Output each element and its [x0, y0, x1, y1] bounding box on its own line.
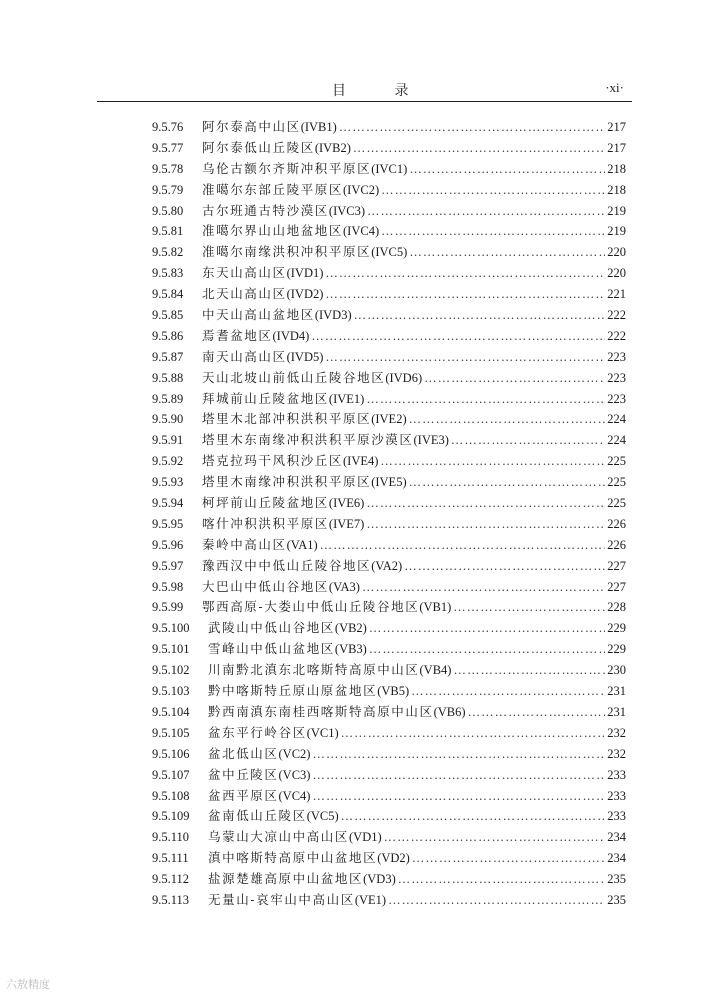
toc-entry-number: 9.5.102 — [152, 663, 190, 678]
toc-leader-dots — [404, 556, 605, 577]
toc-entry[interactable] — [152, 681, 626, 702]
toc-entry-title: 盆南低山丘陵区 — [208, 808, 307, 824]
header-rule — [97, 101, 632, 102]
toc-entry-title: 乌蒙山大凉山中高山区 — [208, 829, 350, 845]
toc-entry[interactable] — [152, 368, 626, 389]
toc-entry[interactable] — [152, 577, 626, 598]
header-page-number: ·xi· — [605, 80, 624, 95]
toc-leader-dots — [453, 660, 605, 681]
toc-entry-number: 9.5.99 — [152, 600, 184, 615]
toc-leader-dots — [384, 827, 606, 848]
toc-entry-code: (VC5) — [306, 809, 339, 824]
toc-entry-code: (IVC1) — [371, 161, 408, 176]
toc-entry-number: 9.5.90 — [152, 412, 184, 427]
toc-entry-number: 9.5.108 — [152, 788, 190, 803]
toc-entry-title: 塔克拉玛干风积沙丘区 — [202, 453, 344, 469]
toc-entry-number: 9.5.76 — [152, 120, 184, 134]
toc-entry-title-group — [202, 451, 378, 472]
toc-entry-title: 川南黔北滇东北喀斯特高原中山区 — [208, 662, 420, 678]
toc-entry-code: (IVD1) — [286, 266, 324, 281]
toc-entry-title: 柯坪前山丘陵盆地区 — [202, 495, 329, 511]
toc-entry-page: 219 — [607, 224, 626, 239]
toc-entry-title-group — [202, 117, 337, 138]
toc-entry-page: 225 — [607, 496, 626, 511]
toc-entry-title: 武陵山中低山谷地区 — [208, 620, 335, 636]
toc-entry-title-group — [202, 577, 360, 598]
toc-entry[interactable] — [152, 806, 626, 827]
toc-entry-title-group — [202, 409, 407, 430]
toc-entry-title: 大巴山中低山谷地区 — [202, 578, 329, 594]
toc-entry[interactable] — [152, 159, 626, 180]
toc-leader-dots — [424, 368, 605, 389]
toc-entry-page: 230 — [607, 663, 626, 678]
toc-leader-dots — [367, 201, 605, 222]
toc-entry-title-group — [202, 242, 407, 263]
toc-entry-code: (IVC3) — [328, 203, 366, 218]
toc-entry-page: 233 — [607, 767, 626, 782]
toc-entry-title-group — [208, 723, 339, 744]
toc-entry-number: 9.5.91 — [152, 433, 184, 448]
toc-entry[interactable] — [152, 597, 626, 618]
toc-entry-page: 218 — [607, 182, 626, 197]
toc-entry-title: 雪峰山中低山盆地区 — [208, 641, 335, 657]
toc-entry[interactable] — [152, 326, 626, 347]
toc-leader-dots — [369, 639, 605, 660]
toc-entry[interactable] — [152, 430, 626, 451]
toc-entry-code: (VC4) — [278, 788, 311, 803]
toc-entry-title-group — [202, 326, 309, 347]
toc-entry-page: 223 — [607, 391, 626, 406]
toc-entry[interactable] — [152, 639, 626, 660]
toc-entry-code: (VB6) — [433, 704, 466, 719]
toc-leader-dots — [409, 242, 605, 263]
toc-entry[interactable] — [152, 472, 626, 493]
toc-entry[interactable] — [152, 786, 626, 807]
toc-entry[interactable] — [152, 890, 626, 911]
toc-entry-title-group — [202, 597, 451, 618]
toc-entry-page: 219 — [607, 203, 626, 218]
toc-entry[interactable] — [152, 347, 626, 368]
toc-entry-title: 鄂西高原-大娄山中低山丘陵谷地区 — [202, 599, 420, 615]
toc-leader-dots — [409, 472, 606, 493]
toc-entry-page: 232 — [607, 725, 626, 740]
toc-entry-title-group — [202, 201, 365, 222]
watermark: 六敖精度 — [6, 978, 50, 991]
toc-entry-code: (VB3) — [334, 642, 367, 657]
toc-entry-code: (VC3) — [278, 767, 311, 782]
toc-entry-title-group — [202, 389, 364, 410]
toc-entry[interactable] — [152, 201, 626, 222]
toc-leader-dots — [311, 326, 605, 347]
toc-entry-page: 235 — [607, 872, 626, 887]
toc-leader-dots — [369, 618, 605, 639]
toc-entry-title: 中天山高山盆地区 — [202, 307, 315, 323]
toc-entry-page: 222 — [607, 328, 626, 343]
toc-entry-code: (IVE1) — [328, 391, 365, 406]
toc-entry-number: 9.5.113 — [152, 892, 190, 907]
toc-entry-code: (IVB1) — [300, 120, 337, 134]
toc-entry-number: 9.5.101 — [152, 642, 190, 657]
toc-entry-title-group — [202, 493, 364, 514]
toc-entry-number: 9.5.109 — [152, 809, 190, 824]
toc-entry-title-group — [208, 786, 310, 807]
toc-entry[interactable] — [152, 221, 626, 242]
toc-entry-page: 217 — [607, 140, 626, 155]
toc-entry-title-group — [208, 890, 386, 911]
toc-entry[interactable] — [152, 305, 626, 326]
toc-entry-title-group — [208, 869, 396, 890]
toc-entry[interactable] — [152, 827, 626, 848]
toc-entry-code: (IVE6) — [328, 496, 365, 511]
toc-entry-code: (IVB2) — [314, 140, 351, 155]
toc-entry[interactable] — [152, 535, 626, 556]
toc-entry-page: 232 — [607, 746, 626, 761]
toc-entry-title: 喀什冲积洪积平原区 — [202, 515, 329, 531]
toc-entry-page: 225 — [607, 475, 626, 490]
toc-entry-number: 9.5.78 — [152, 161, 184, 176]
toc-entry-page: 231 — [607, 704, 626, 719]
toc-entry-code: (VA2) — [371, 558, 403, 573]
toc-entry-code: (VC2) — [278, 746, 311, 761]
toc-entry-number: 9.5.83 — [152, 266, 184, 281]
toc-entry-code: (IVD3) — [314, 308, 352, 323]
toc-entry-code: (IVE7) — [328, 516, 365, 531]
toc-entry-page: 233 — [607, 809, 626, 824]
toc-leader-dots — [381, 221, 605, 242]
toc-entry-number: 9.5.81 — [152, 224, 184, 239]
toc-leader-dots — [388, 890, 605, 911]
toc-entry-title-group — [208, 744, 310, 765]
toc-entry-title: 盆北低山区 — [208, 745, 279, 761]
toc-leader-dots — [341, 723, 606, 744]
toc-entry-number: 9.5.95 — [152, 516, 184, 531]
toc-leader-dots — [353, 138, 605, 159]
toc-entry[interactable] — [152, 284, 626, 305]
toc-entry-number: 9.5.100 — [152, 621, 190, 636]
toc-entry-number: 9.5.86 — [152, 328, 184, 343]
toc-entry[interactable] — [152, 869, 626, 890]
toc-leader-dots — [312, 765, 605, 786]
toc-entry-code: (IVD4) — [272, 328, 310, 343]
toc-entry-number: 9.5.94 — [152, 496, 184, 511]
toc-entry-title: 盆东平行岭谷区 — [208, 724, 307, 740]
toc-entry-page: 227 — [607, 558, 626, 573]
toc-entry-title-group — [208, 765, 310, 786]
toc-entry-title-group — [202, 556, 402, 577]
toc-entry-title: 豫西汉中中低山丘陵谷地区 — [202, 557, 372, 573]
toc-entry-number: 9.5.105 — [152, 725, 190, 740]
toc-entry-page: 235 — [607, 892, 626, 907]
toc-entry-title-group — [202, 180, 379, 201]
toc-entry-code: (IVE2) — [371, 412, 407, 427]
toc-entry-code: (VB2) — [334, 621, 367, 636]
toc-entry-title: 准噶尔东部丘陵平原区 — [202, 181, 344, 197]
toc-entry-number: 9.5.111 — [152, 851, 189, 866]
toc-entry-page: 231 — [607, 684, 626, 699]
toc-leader-dots — [339, 117, 605, 138]
toc-leader-dots — [354, 305, 606, 326]
toc-entry[interactable] — [152, 409, 626, 430]
toc-leader-dots — [451, 430, 605, 451]
toc-entry-title-group — [202, 138, 351, 159]
toc-entry-title-group — [208, 618, 367, 639]
toc-entry-code: (IVC2) — [343, 182, 380, 197]
toc-entry-page: 226 — [607, 537, 626, 552]
toc-leader-dots — [468, 702, 606, 723]
toc-entry-title-group — [202, 472, 407, 493]
toc-entry-number: 9.5.112 — [152, 872, 190, 887]
toc-entry-title: 拜城前山丘陵盆地区 — [202, 390, 329, 406]
header-title: 目 录 — [332, 83, 431, 99]
toc-entry-title-group — [208, 806, 339, 827]
toc-entry-title-group — [202, 284, 323, 305]
toc-leader-dots — [362, 577, 605, 598]
toc-entry-title: 无量山-哀牢山中高山区 — [208, 891, 355, 907]
toc-entry-title: 南天山高山区 — [202, 348, 287, 364]
toc-entry-page: 220 — [607, 266, 626, 281]
toc-entry-title: 东天山高山区 — [202, 265, 287, 281]
toc-entry-page: 233 — [607, 788, 626, 803]
toc-entry-number: 9.5.77 — [152, 140, 184, 155]
toc-entry-title-group — [202, 159, 407, 180]
toc-entry-code: (VD1) — [349, 830, 382, 845]
toc-entry-number: 9.5.107 — [152, 767, 190, 782]
toc-leader-dots — [325, 347, 605, 368]
toc-entry-page: 225 — [607, 454, 626, 469]
toc-entry-code: (VB1) — [419, 600, 452, 615]
toc-entry-code: (VD2) — [377, 851, 410, 866]
toc-leader-dots — [380, 451, 605, 472]
toc-entry[interactable] — [152, 451, 626, 472]
toc-entry-title-group — [208, 848, 410, 869]
toc-entry-code: (VA1) — [286, 537, 318, 552]
toc-entry-number: 9.5.92 — [152, 454, 184, 469]
toc-entry-page: 222 — [607, 308, 626, 323]
toc-entry-code: (IVC5) — [371, 245, 408, 260]
toc-leader-dots — [381, 180, 605, 201]
toc-entry-page: 224 — [607, 412, 626, 427]
toc-entry-title-group — [202, 263, 323, 284]
toc-entry-number: 9.5.84 — [152, 287, 184, 302]
toc-leader-dots — [398, 869, 606, 890]
toc-entry-number: 9.5.96 — [152, 537, 184, 552]
toc-entry-page: 221 — [607, 287, 626, 302]
toc-entry-number: 9.5.85 — [152, 308, 184, 323]
toc-entry-code: (IVE5) — [371, 475, 407, 490]
toc-entry-number: 9.5.103 — [152, 684, 190, 699]
toc-entry-code: (IVD6) — [385, 370, 423, 385]
toc-entry-number: 9.5.98 — [152, 579, 184, 594]
toc-entry[interactable] — [152, 618, 626, 639]
toc-entry-number: 9.5.87 — [152, 349, 184, 364]
toc-entry-number: 9.5.79 — [152, 182, 184, 197]
toc-entry-code: (VD3) — [363, 872, 396, 887]
table-of-contents — [152, 117, 626, 911]
toc-entry-page: 217 — [607, 120, 626, 134]
toc-entry-number: 9.5.110 — [152, 830, 190, 845]
toc-leader-dots — [411, 681, 605, 702]
running-header — [97, 76, 632, 100]
toc-entry-title-group — [208, 639, 367, 660]
toc-entry-title-group — [202, 347, 323, 368]
toc-entry-code: (VB5) — [377, 684, 410, 699]
toc-entry-code: (VB4) — [419, 663, 452, 678]
toc-leader-dots — [412, 848, 605, 869]
toc-entry-title: 滇中喀斯特高原中山盆地区 — [208, 850, 378, 866]
toc-leader-dots — [453, 597, 605, 618]
toc-entry-number: 9.5.88 — [152, 370, 184, 385]
toc-entry-title: 乌伦古额尔齐斯冲积平原区 — [202, 160, 372, 176]
toc-entry-title-group — [202, 221, 379, 242]
toc-entry[interactable] — [152, 138, 626, 159]
toc-entry-title: 焉耆盆地区 — [202, 327, 273, 343]
toc-entry-title: 秦岭中高山区 — [202, 536, 287, 552]
toc-entry-number: 9.5.93 — [152, 475, 184, 490]
toc-leader-dots — [409, 159, 605, 180]
toc-entry-number: 9.5.89 — [152, 391, 184, 406]
toc-entry-code: (IVD2) — [286, 287, 324, 302]
toc-leader-dots — [312, 786, 605, 807]
toc-entry-code: (IVC4) — [343, 224, 380, 239]
toc-leader-dots — [366, 493, 605, 514]
toc-entry-page: 220 — [607, 245, 626, 260]
toc-entry-code: (IVE4) — [343, 454, 379, 469]
toc-entry-title-group — [202, 430, 449, 451]
toc-leader-dots — [341, 806, 606, 827]
toc-leader-dots — [366, 514, 605, 535]
toc-entry[interactable] — [152, 556, 626, 577]
toc-leader-dots — [325, 284, 605, 305]
toc-leader-dots — [325, 263, 605, 284]
toc-entry[interactable] — [152, 389, 626, 410]
toc-entry-number: 9.5.82 — [152, 245, 184, 260]
toc-entry-page: 223 — [607, 349, 626, 364]
toc-entry-number: 9.5.80 — [152, 203, 184, 218]
toc-entry-title: 古尔班通古特沙漠区 — [202, 202, 329, 218]
toc-entry[interactable] — [152, 514, 626, 535]
toc-entry-title: 北天山高山区 — [202, 286, 287, 302]
toc-entry-title: 盆西平原区 — [208, 787, 279, 803]
toc-entry-title: 塔里木北部冲积洪积平原区 — [202, 411, 372, 427]
toc-entry-title-group — [208, 660, 451, 681]
toc-leader-dots — [312, 744, 605, 765]
toc-entry[interactable] — [152, 242, 626, 263]
toc-entry-code: (VA3) — [328, 579, 360, 594]
toc-entry-title: 阿尔泰高中山区 — [202, 119, 301, 134]
toc-leader-dots — [409, 409, 606, 430]
toc-entry-code: (VE1) — [354, 892, 387, 907]
toc-entry-page: 227 — [607, 579, 626, 594]
toc-entry[interactable] — [152, 702, 626, 723]
toc-entry-number: 9.5.97 — [152, 558, 184, 573]
toc-entry-page: 223 — [607, 370, 626, 385]
toc-entry-code: (IVE3) — [413, 433, 449, 448]
toc-entry[interactable] — [152, 263, 626, 284]
toc-entry-title: 塔里木东南缘冲积洪积平原沙漠区 — [202, 432, 414, 448]
toc-entry-title-group — [202, 514, 364, 535]
toc-entry-title: 准噶尔界山山地盆地区 — [202, 223, 344, 239]
toc-entry-title: 塔里木南缘冲积洪积平原区 — [202, 474, 372, 490]
toc-entry-title: 准噶尔南缘洪积冲积平原区 — [202, 244, 372, 260]
toc-entry-title-group — [208, 827, 382, 848]
toc-entry-title: 盆中丘陵区 — [208, 766, 279, 782]
toc-entry[interactable] — [152, 117, 626, 138]
toc-entry[interactable] — [152, 660, 626, 681]
toc-entry-code: (IVD5) — [286, 349, 324, 364]
toc-entry[interactable] — [152, 744, 626, 765]
toc-entry[interactable] — [152, 180, 626, 201]
toc-entry-title-group — [202, 368, 422, 389]
toc-entry-page: 229 — [607, 621, 626, 636]
toc-entry-number: 9.5.106 — [152, 746, 190, 761]
toc-entry-page: 229 — [607, 642, 626, 657]
toc-entry-page: 224 — [607, 433, 626, 448]
toc-entry-title: 天山北坡山前低山丘陵谷地区 — [202, 369, 386, 385]
toc-entry-page: 228 — [607, 600, 626, 615]
toc-entry[interactable] — [152, 493, 626, 514]
toc-entry[interactable] — [152, 723, 626, 744]
toc-entry-title-group — [208, 681, 409, 702]
toc-entry-page: 234 — [607, 851, 626, 866]
toc-entry-title-group — [202, 535, 318, 556]
toc-entry-title: 阿尔泰低山丘陵区 — [202, 139, 315, 155]
toc-entry-page: 234 — [607, 830, 626, 845]
toc-entry-code: (VC1) — [306, 725, 339, 740]
toc-entry-page: 226 — [607, 516, 626, 531]
toc-entry-title-group — [202, 305, 352, 326]
toc-entry[interactable] — [152, 848, 626, 869]
toc-leader-dots — [366, 389, 605, 410]
toc-entry-title: 黔中喀斯特丘原山原盆地区 — [208, 683, 378, 699]
toc-entry-number: 9.5.104 — [152, 704, 190, 719]
toc-entry-page: 218 — [607, 161, 626, 176]
toc-entry-title: 盐源楚雄高原中山盆地区 — [208, 871, 364, 887]
toc-entry-title: 黔西南滇东南桂西喀斯特高原中山区 — [208, 703, 434, 719]
toc-entry-title-group — [208, 702, 466, 723]
toc-entry[interactable] — [152, 765, 626, 786]
toc-leader-dots — [320, 535, 606, 556]
